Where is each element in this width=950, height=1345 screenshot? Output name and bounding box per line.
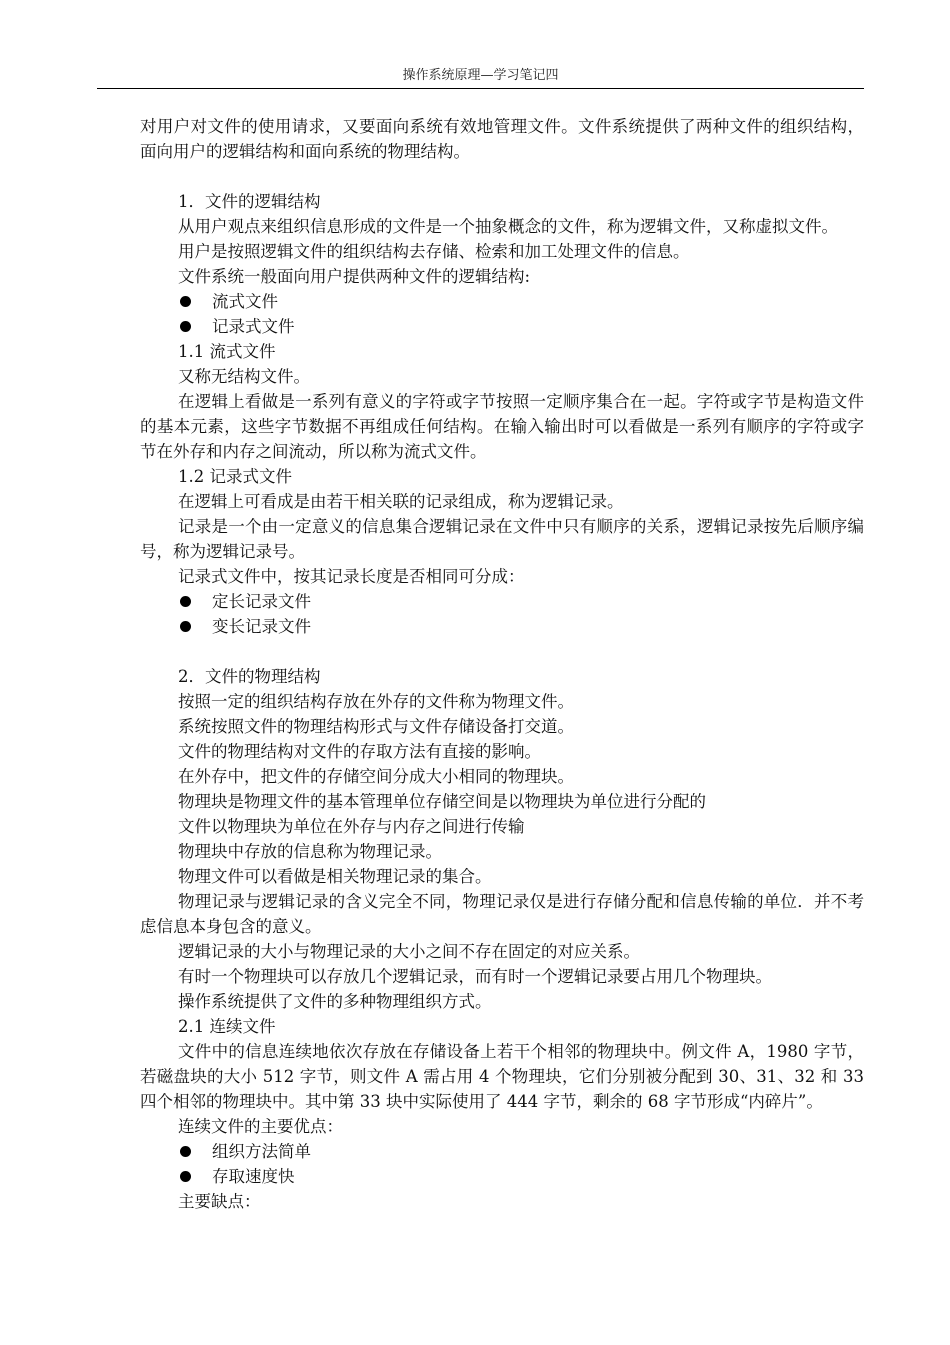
header-divider: [97, 88, 864, 89]
bullet-dot-icon: [180, 596, 191, 607]
bullet-dot-icon: [180, 1171, 191, 1182]
bullet-text: 记录式文件: [212, 317, 295, 336]
bullet-item: [140, 589, 864, 614]
paragraph: 主要缺点：: [178, 1192, 261, 1211]
bullet-text: 存取速度快: [212, 1167, 295, 1186]
bullet-item: [140, 614, 864, 639]
paragraph: 又称无结构文件。: [178, 367, 310, 386]
bullet-text: 变长记录文件: [212, 617, 311, 636]
paragraph: 文件中的信息连续地依次存放在存储设备上若干个相邻的物理块中。例文件 A，1980 字节，若磁盘块的大小 512 字节，则文件 A 需占用 4 个物理块，它们分别被分配到 30、31、32 和 33 四个相邻的物理块中。其中第 33 块中实际使用了 444 字节，剩余的 68 字节形成“内碎片”。: [140, 1042, 864, 1111]
bullet-text: 定长记录文件: [212, 592, 311, 611]
section-heading: 1.2 记录式文件: [178, 467, 292, 486]
paragraph: 文件的物理结构对文件的存取方法有直接的影响。: [178, 742, 541, 761]
bullet-dot-icon: [180, 1146, 191, 1157]
section-heading: 1．文件的逻辑结构: [178, 192, 321, 211]
page-header: 操作系统原理—学习笔记四: [402, 68, 559, 83]
bullet-dot-icon: [180, 321, 191, 332]
paragraph: 记录式文件中，按其记录长度是否相同可分成：: [178, 567, 525, 586]
paragraph: 记录是一个由一定意义的信息集合逻辑记录在文件中只有顺序的关系，逻辑记录按先后顺序编号，称为逻辑记录号。: [140, 517, 864, 561]
paragraph: 逻辑记录的大小与物理记录的大小之间不存在固定的对应关系。: [178, 942, 640, 961]
section-heading: 2．文件的物理结构: [178, 667, 321, 686]
paragraph: 系统按照文件的物理结构形式与文件存储设备打交道。: [178, 717, 574, 736]
section-heading: 2.1 连续文件: [178, 1017, 276, 1036]
section-heading: 1.1 流式文件: [178, 342, 276, 361]
paragraph: 在逻辑上可看成是由若干相关联的记录组成，称为逻辑记录。: [178, 492, 624, 511]
paragraph: 物理记录与逻辑记录的含义完全不同，物理记录仅是进行存储分配和信息传输的单位．并不考虑信息本身包含的意义。: [140, 892, 864, 936]
paragraph: 物理块是物理文件的基本管理单位存储空间是以物理块为单位进行分配的: [178, 792, 706, 811]
paragraph: 有时一个物理块可以存放几个逻辑记录，而有时一个逻辑记录要占用几个物理块。: [178, 967, 772, 986]
bullet-dot-icon: [180, 296, 191, 307]
paragraph: 操作系统提供了文件的多种物理组织方式。: [178, 992, 492, 1011]
document-body: [140, 114, 864, 1214]
bullet-text: 组织方法简单: [212, 1142, 311, 1161]
bullet-item: [140, 1139, 864, 1164]
paragraph: 从用户观点来组织信息形成的文件是一个抽象概念的文件，称为逻辑文件，又称虚拟文件。: [178, 217, 838, 236]
bullet-item: [140, 1164, 864, 1189]
paragraph: 在逻辑上看做是一系列有意义的字符或字节按照一定顺序集合在一起。字符或字节是构造文件的基本元素，这些字节数据不再组成任何结构。在输入输出时可以看做是一系列有顺序的字符或字节在外存和内存之间流动，所以称为流式文件。: [140, 392, 864, 461]
paragraph: 在外存中，把文件的存储空间分成大小相同的物理块。: [178, 767, 574, 786]
paragraph: 用户是按照逻辑文件的组织结构去存储、检索和加工处理文件的信息。: [178, 242, 690, 261]
paragraph: 文件以物理块为单位在外存与内存之间进行传输: [178, 817, 525, 836]
paragraph: 物理块中存放的信息称为物理记录。: [178, 842, 442, 861]
blank-line: [140, 639, 864, 664]
paragraph: 按照一定的组织结构存放在外存的文件称为物理文件。: [178, 692, 574, 711]
blank-line: [140, 164, 864, 189]
paragraph: 连续文件的主要优点：: [178, 1117, 343, 1136]
paragraph: 文件系统一般面向用户提供两种文件的逻辑结构:: [178, 267, 531, 286]
bullet-item: [140, 289, 864, 314]
paragraph: 对用户对文件的使用请求，又要面向系统有效地管理文件。文件系统提供了两种文件的组织结构，面向用户的逻辑结构和面向系统的物理结构。: [140, 117, 864, 161]
bullet-text: 流式文件: [212, 292, 278, 311]
paragraph: 物理文件可以看做是相关物理记录的集合。: [178, 867, 492, 886]
bullet-item: [140, 314, 864, 339]
bullet-dot-icon: [180, 621, 191, 632]
